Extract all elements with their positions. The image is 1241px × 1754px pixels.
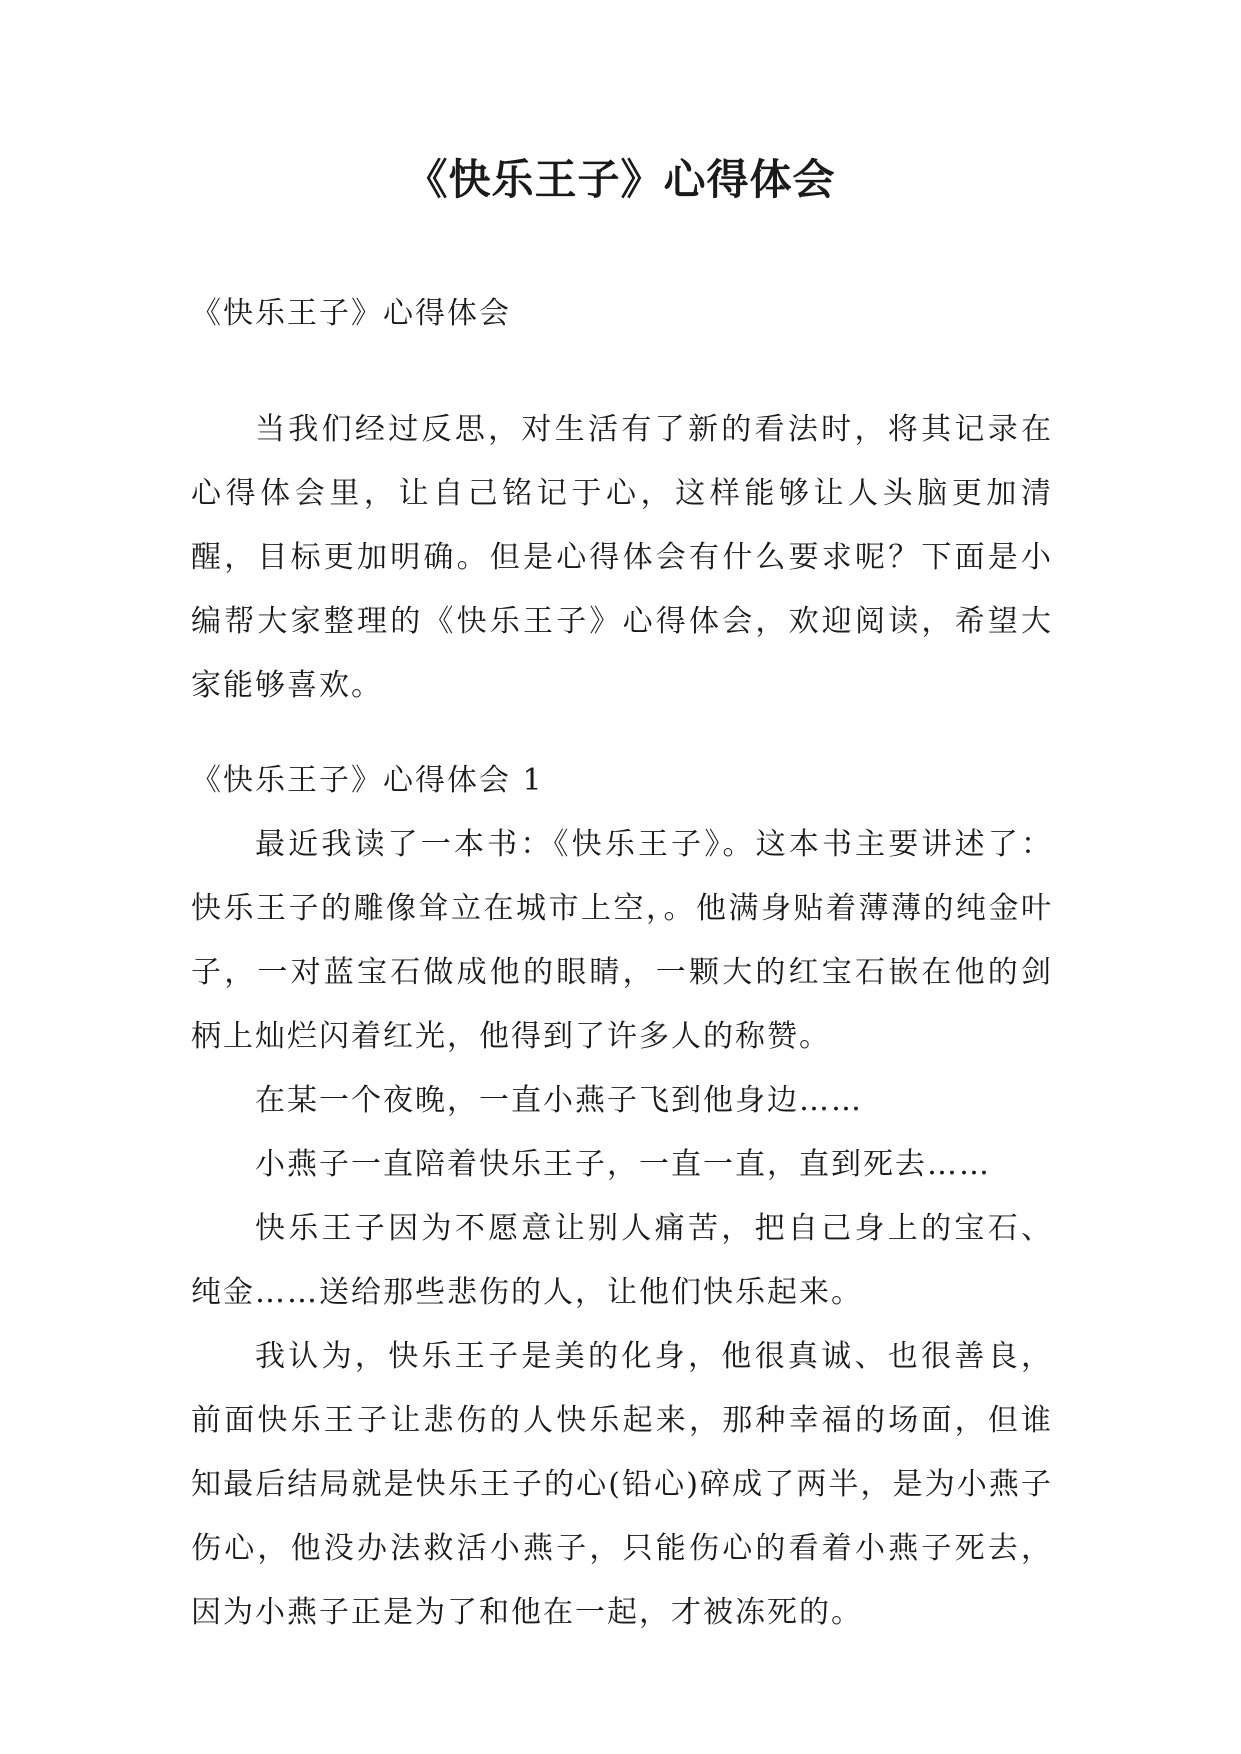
body-paragraph: 快乐王子因为不愿意让别人痛苦，把自己身上的宝石、纯金……送给那些悲伤的人，让他们快乐起来。 [191, 1211, 1053, 1310]
body-paragraph: 在某一个夜晚，一直小燕子飞到他身边…… [255, 1083, 863, 1118]
document-title: 《快乐王子》心得体会 [405, 155, 836, 204]
body-paragraph: 小燕子一直陪着快乐王子，一直一直，直到死去…… [255, 1147, 991, 1182]
document-subtitle: 《快乐王子》心得体会 [191, 296, 511, 331]
intro-paragraph: 当我们经过反思，对生活有了新的看法时，将其记录在心得体会里，让自己铭记于心，这样能够让人头脑更加清醒，目标更加明确。但是心得体会有什么要求呢？下面是小编帮大家整理的《快乐王子》心得体会，欢迎阅读，希望大家能够喜欢。 [191, 412, 1053, 703]
section-heading: 《快乐王子》心得体会 1 [191, 763, 544, 798]
body-paragraph: 我认为，快乐王子是美的化身，他很真诚、也很善良，前面快乐王子让悲伤的人快乐起来，那种幸福的场面，但谁知最后结局就是快乐王子的心(铅心)碎成了两半，是为小燕子伤心，他没办法救活小燕子，只能伤心的看着小燕子死去，因为小燕子正是为了和他在一起，才被冻死的。 [191, 1339, 1053, 1630]
section-1 [191, 749, 1053, 1645]
body-paragraph: 最近我读了一本书：《快乐王子》。这本书主要讲述了：快乐王子的雕像耸立在城市上空，。他满身贴着薄薄的纯金叶子，一对蓝宝石做成他的眼睛，一颗大的红宝石嵌在他的剑柄上灿烂闪着红光，他得到了许多人的称赞。 [191, 827, 1053, 1054]
